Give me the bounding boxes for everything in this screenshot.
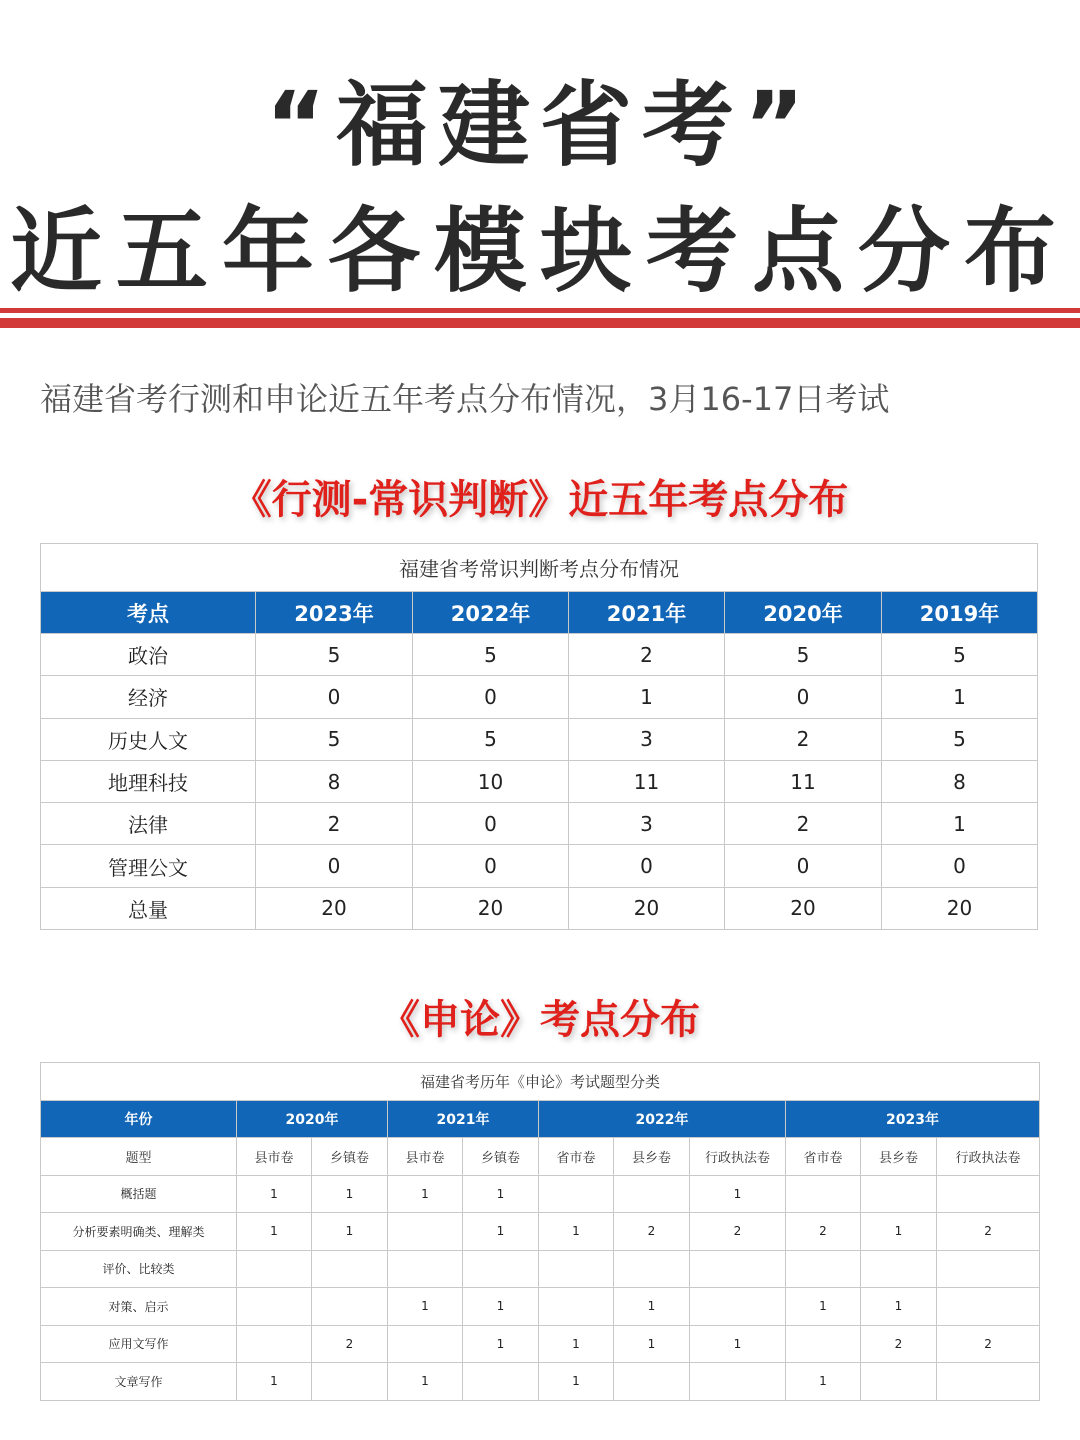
value-cell: 1 (388, 1363, 463, 1401)
value-cell: 0 (413, 676, 569, 718)
red-divider-thick (0, 318, 1080, 328)
row-label-cell: 文章写作 (41, 1363, 237, 1401)
value-cell: 5 (256, 634, 413, 676)
row-label-cell: 管理公文 (41, 845, 256, 887)
changshi-table (40, 543, 1038, 930)
row-label-cell: 评价、比较类 (41, 1250, 237, 1288)
value-cell: 0 (725, 845, 882, 887)
value-cell: 0 (413, 803, 569, 845)
table-row (41, 718, 1038, 760)
row-label-cell: 应用文写作 (41, 1325, 237, 1363)
row-label-cell: 地理科技 (41, 760, 256, 802)
table2-header-year: 2020年 (237, 1101, 388, 1138)
value-cell (539, 1250, 614, 1288)
red-divider-thin (0, 308, 1080, 313)
value-cell: 0 (725, 676, 882, 718)
main-title-line1: “福建省考” (265, 72, 815, 179)
value-cell: 5 (413, 634, 569, 676)
table-row (41, 1213, 1040, 1251)
value-cell: 10 (413, 760, 569, 802)
value-cell: 3 (569, 803, 725, 845)
value-cell: 1 (312, 1213, 388, 1251)
table-row (41, 676, 1038, 718)
table-row (41, 760, 1038, 802)
value-cell: 8 (882, 760, 1038, 802)
table2-header-year-label: 年份 (41, 1101, 237, 1138)
main-title-line2: 近五年各模块考点分布 (9, 198, 1070, 305)
table2-header-year: 2023年 (786, 1101, 1040, 1138)
value-cell: 20 (882, 887, 1038, 929)
value-cell: 2 (256, 803, 413, 845)
table1-header-cell: 2019年 (882, 592, 1038, 634)
value-cell (937, 1288, 1040, 1326)
value-cell: 0 (256, 845, 413, 887)
row-label-cell: 对策、启示 (41, 1288, 237, 1326)
value-cell (463, 1250, 539, 1288)
table2-subheader-cell: 县乡卷 (614, 1138, 690, 1176)
value-cell: 5 (882, 634, 1038, 676)
row-label-cell: 概括题 (41, 1175, 237, 1213)
table2-subheader-cell: 行政执法卷 (690, 1138, 786, 1176)
value-cell: 3 (569, 718, 725, 760)
table-row (41, 845, 1038, 887)
value-cell: 1 (614, 1288, 690, 1326)
table2-subheader-cell: 省市卷 (539, 1138, 614, 1176)
value-cell (786, 1175, 861, 1213)
table2-subheader-cell: 行政执法卷 (937, 1138, 1040, 1176)
value-cell (937, 1363, 1040, 1401)
value-cell (690, 1288, 786, 1326)
value-cell: 20 (413, 887, 569, 929)
value-cell: 2 (937, 1325, 1040, 1363)
table1-header-cell: 2023年 (256, 592, 413, 634)
value-cell: 1 (237, 1213, 312, 1251)
value-cell: 1 (463, 1288, 539, 1326)
table2-header-year: 2022年 (539, 1101, 786, 1138)
value-cell: 1 (786, 1288, 861, 1326)
table2-header-year: 2021年 (388, 1101, 539, 1138)
value-cell: 2 (937, 1213, 1040, 1251)
table-row (41, 887, 1038, 929)
value-cell: 1 (690, 1175, 786, 1213)
table2-caption: 福建省考历年《申论》考试题型分类 (41, 1063, 1040, 1101)
value-cell: 1 (463, 1325, 539, 1363)
value-cell: 1 (690, 1325, 786, 1363)
table2-subheader-cell: 县乡卷 (861, 1138, 937, 1176)
value-cell: 0 (256, 676, 413, 718)
value-cell: 2 (690, 1213, 786, 1251)
value-cell: 1 (539, 1363, 614, 1401)
value-cell (614, 1175, 690, 1213)
value-cell: 20 (256, 887, 413, 929)
table1-header-cell: 考点 (41, 592, 256, 634)
table-row (41, 1363, 1040, 1401)
value-cell (237, 1250, 312, 1288)
subtitle: 福建省考行测和申论近五年考点分布情况，3月16-17日考试 (40, 380, 890, 418)
value-cell (614, 1363, 690, 1401)
value-cell (388, 1325, 463, 1363)
row-label-cell: 历史人文 (41, 718, 256, 760)
table1-header-cell: 2021年 (569, 592, 725, 634)
value-cell: 1 (786, 1363, 861, 1401)
value-cell: 2 (861, 1325, 937, 1363)
row-label-cell: 分析要素明确类、理解类 (41, 1213, 237, 1251)
value-cell: 1 (882, 676, 1038, 718)
row-label-cell: 经济 (41, 676, 256, 718)
value-cell: 2 (569, 634, 725, 676)
table2-subheader-cell: 题型 (41, 1138, 237, 1176)
section-title-shenlun: 《申论》考点分布 (380, 997, 700, 1043)
value-cell: 2 (725, 803, 882, 845)
value-cell (463, 1363, 539, 1401)
value-cell: 1 (237, 1175, 312, 1213)
table1-header-cell: 2022年 (413, 592, 569, 634)
value-cell: 1 (614, 1325, 690, 1363)
value-cell (786, 1325, 861, 1363)
value-cell (861, 1175, 937, 1213)
value-cell (937, 1250, 1040, 1288)
value-cell: 1 (388, 1175, 463, 1213)
value-cell (312, 1288, 388, 1326)
value-cell: 11 (569, 760, 725, 802)
value-cell (861, 1250, 937, 1288)
value-cell: 2 (614, 1213, 690, 1251)
value-cell: 8 (256, 760, 413, 802)
value-cell: 2 (725, 718, 882, 760)
value-cell: 20 (725, 887, 882, 929)
value-cell: 1 (539, 1213, 614, 1251)
row-label-cell: 法律 (41, 803, 256, 845)
table2-subheader-cell: 县市卷 (388, 1138, 463, 1176)
value-cell (312, 1250, 388, 1288)
value-cell (388, 1250, 463, 1288)
value-cell: 0 (569, 845, 725, 887)
value-cell (539, 1288, 614, 1326)
table2-subheader-cell: 省市卷 (786, 1138, 861, 1176)
table-row (41, 803, 1038, 845)
table1-header-cell: 2020年 (725, 592, 882, 634)
table-row (41, 1325, 1040, 1363)
value-cell: 5 (256, 718, 413, 760)
value-cell: 1 (463, 1213, 539, 1251)
value-cell: 2 (312, 1325, 388, 1363)
value-cell: 2 (786, 1213, 861, 1251)
section-title-changshi: 《行测-常识判断》近五年考点分布 (231, 477, 849, 523)
value-cell (539, 1175, 614, 1213)
table1-caption: 福建省考常识判断考点分布情况 (41, 544, 1038, 592)
value-cell (786, 1250, 861, 1288)
table2-subheader-cell: 乡镇卷 (463, 1138, 539, 1176)
value-cell: 5 (413, 718, 569, 760)
value-cell: 20 (569, 887, 725, 929)
value-cell: 1 (463, 1175, 539, 1213)
value-cell: 5 (725, 634, 882, 676)
value-cell (237, 1325, 312, 1363)
shenlun-table (40, 1062, 1040, 1401)
value-cell: 1 (861, 1213, 937, 1251)
value-cell: 1 (312, 1175, 388, 1213)
value-cell (690, 1363, 786, 1401)
value-cell: 1 (539, 1325, 614, 1363)
value-cell: 0 (882, 845, 1038, 887)
value-cell: 1 (861, 1288, 937, 1326)
table-row (41, 1250, 1040, 1288)
table-row (41, 634, 1038, 676)
table-row (41, 1175, 1040, 1213)
value-cell (690, 1250, 786, 1288)
row-label-cell: 政治 (41, 634, 256, 676)
value-cell (937, 1175, 1040, 1213)
value-cell (388, 1213, 463, 1251)
value-cell (237, 1288, 312, 1326)
value-cell (614, 1250, 690, 1288)
table2-subheader-cell: 乡镇卷 (312, 1138, 388, 1176)
value-cell: 1 (882, 803, 1038, 845)
value-cell (312, 1363, 388, 1401)
value-cell (861, 1363, 937, 1401)
row-label-cell: 总量 (41, 887, 256, 929)
value-cell: 0 (413, 845, 569, 887)
value-cell: 1 (569, 676, 725, 718)
value-cell: 5 (882, 718, 1038, 760)
table-row (41, 1288, 1040, 1326)
value-cell: 11 (725, 760, 882, 802)
table2-subheader-cell: 县市卷 (237, 1138, 312, 1176)
value-cell: 1 (237, 1363, 312, 1401)
value-cell: 1 (388, 1288, 463, 1326)
